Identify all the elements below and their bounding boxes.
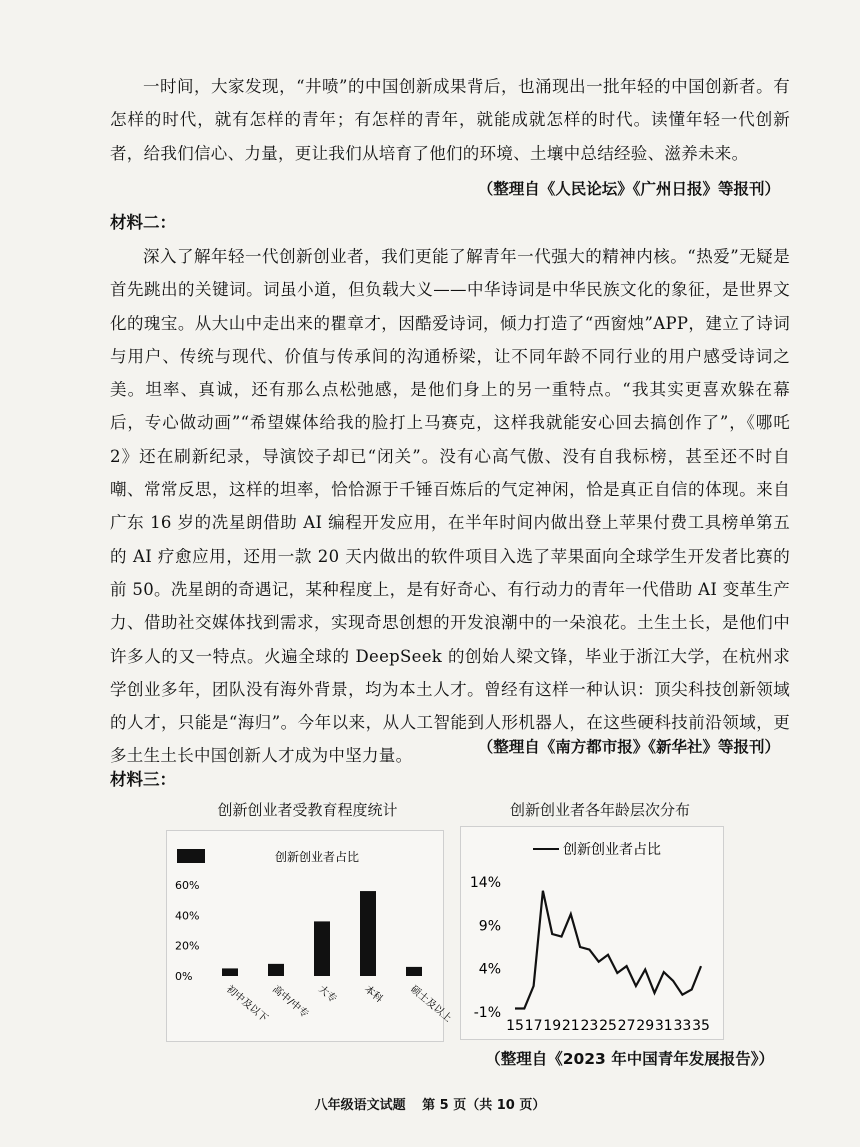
line-xtick-label: 33	[673, 1018, 692, 1034]
bar-4	[360, 891, 376, 976]
bar-legend-label: 创新创业者占比	[274, 850, 360, 864]
bar-1	[222, 968, 238, 976]
age-series-line	[515, 891, 701, 1009]
line-xtick-label: 17	[524, 1018, 543, 1034]
heading-material-2: 材料二：	[110, 213, 176, 232]
line-xtick-label: 31	[654, 1018, 673, 1034]
source-note-3: （整理自《2023 年中国青年发展报告》）	[485, 1050, 774, 1068]
age-line-chart	[460, 826, 724, 1040]
paragraph-1: 一时间，大家发现，“井喷”的中国创新成果背后，也涌现出一批年轻的中国创新者。有怎样的时代，就有怎样的青年；有怎样的青年，就能成就怎样的时代。读懂年轻一代创新者，给我们信心、力量，更让我们从培育了他们的环境、土壤中总结经验、滋养未来。	[110, 77, 790, 163]
bar-ytick-label: 20%	[175, 939, 200, 953]
bar-ytick-label: 60%	[175, 879, 200, 892]
line-ytick-label: -1%	[473, 1005, 501, 1021]
line-xtick-label: 19	[543, 1018, 562, 1034]
line-ytick-label: 14%	[469, 875, 501, 891]
bar-ytick-label: 40%	[175, 909, 200, 923]
line-xtick-label: 35	[692, 1018, 710, 1034]
bar-5	[406, 967, 422, 976]
exam-name: 八年级语文试题	[314, 1098, 406, 1113]
bar-ytick-label: 0%	[175, 970, 193, 983]
line-xtick-label: 15	[506, 1018, 524, 1034]
page-number: 第 5 页（共 10 页）	[422, 1098, 546, 1113]
line-chart-svg	[461, 827, 723, 1039]
line-xtick-label: 27	[617, 1018, 636, 1034]
bar-xtick-label: 本科	[362, 983, 385, 1006]
bar-xtick-label: 初中及以下	[224, 983, 270, 1025]
bar-xtick-label: 大专	[316, 983, 339, 1006]
bar-legend-swatch	[177, 849, 205, 863]
education-bar-chart	[166, 830, 454, 1042]
page-footer	[0, 1094, 860, 1113]
line-xtick-label: 21	[561, 1018, 580, 1034]
line-ytick-label: 4%	[478, 961, 501, 978]
source-note-2: （整理自《南方都市报》《新华社》等报刊）	[477, 738, 780, 756]
line-xtick-label: 23	[580, 1018, 599, 1034]
bar-xtick-label: 高中/中专	[270, 983, 311, 1021]
chart-1-title: 创新创业者受教育程度统计	[217, 801, 398, 819]
heading-material-3: 材料三：	[110, 770, 176, 789]
line-ytick-label: 9%	[478, 918, 501, 935]
chart-2-title: 创新创业者各年龄层次分布	[509, 801, 690, 819]
bar-3	[314, 921, 330, 976]
source-note-1: （整理自《人民论坛》《广州日报》等报刊）	[477, 180, 780, 198]
line-legend-label: 创新创业者占比	[563, 842, 661, 858]
bar-2	[268, 964, 284, 976]
line-xtick-label: 25	[599, 1018, 617, 1034]
paragraph-2: 深入了解年轻一代创新创业者，我们更能了解青年一代强大的精神内核。“热爱”无疑是首先跳出的关键词。词虽小道，但负载大义——中华诗词是中华民族文化的象征，是世界文化的瑰宝。从大山中走出来的瞿章才，因酷爱诗词，倾力打造了“西窗烛”APP，建立了诗词与用户、传统与现代、价值与传承间的沟通桥梁，让不同年龄不同行业的用户感受诗词之美。坦率、真诚，还有那么点松弛感，是他们身上的另一重特点。“我其实更喜欢躲在幕后，专心做动画”“希望媒体给我的脸打上马赛克，这样我就能安心回去搞创作了”，《哪吒 2》还在刷新纪录，导演饺子却已“闭关”。没有心高气傲、没有自我标榜，甚至还不时自嘲、常常反思，这样的坦率，恰恰源于千锤百炼后的气定神闲，恰是真正自信的体现。来自广东 16 岁的冼星朗借助 AI 编程开发应用，在半年时间内做出登上苹果付费工具榜单第五的 AI 疗愈应用，还用一款 20 天内做出的软件项目入选了苹果面向全球学生开发者比赛的前 50。冼星朗的奇遇记，某种程度上，是有好奇心、有行动力的青年一代借助 AI 变革生产力、借助社交媒体找到需求，实现奇思创想的开发浪潮中的一朵浪花。土生土长，是他们中许多人的又一特点。火遍全球的 DeepSeek 的创始人梁文锋，毕业于浙江大学，在杭州求学创业多年，团队没有海外背景，均为本土人才。曾经有这样一种认识：顶尖科技创新领域的人才，只能是“海归”。今年以来，从人工智能到人形机器人，在这些硬科技前沿领域，更多土生土长中国创新人才成为中坚力量。	[110, 247, 790, 766]
bar-xtick-label: 硕士及以上	[408, 983, 454, 1025]
bar-chart-svg	[167, 831, 454, 1041]
line-xtick-label: 29	[636, 1018, 655, 1034]
